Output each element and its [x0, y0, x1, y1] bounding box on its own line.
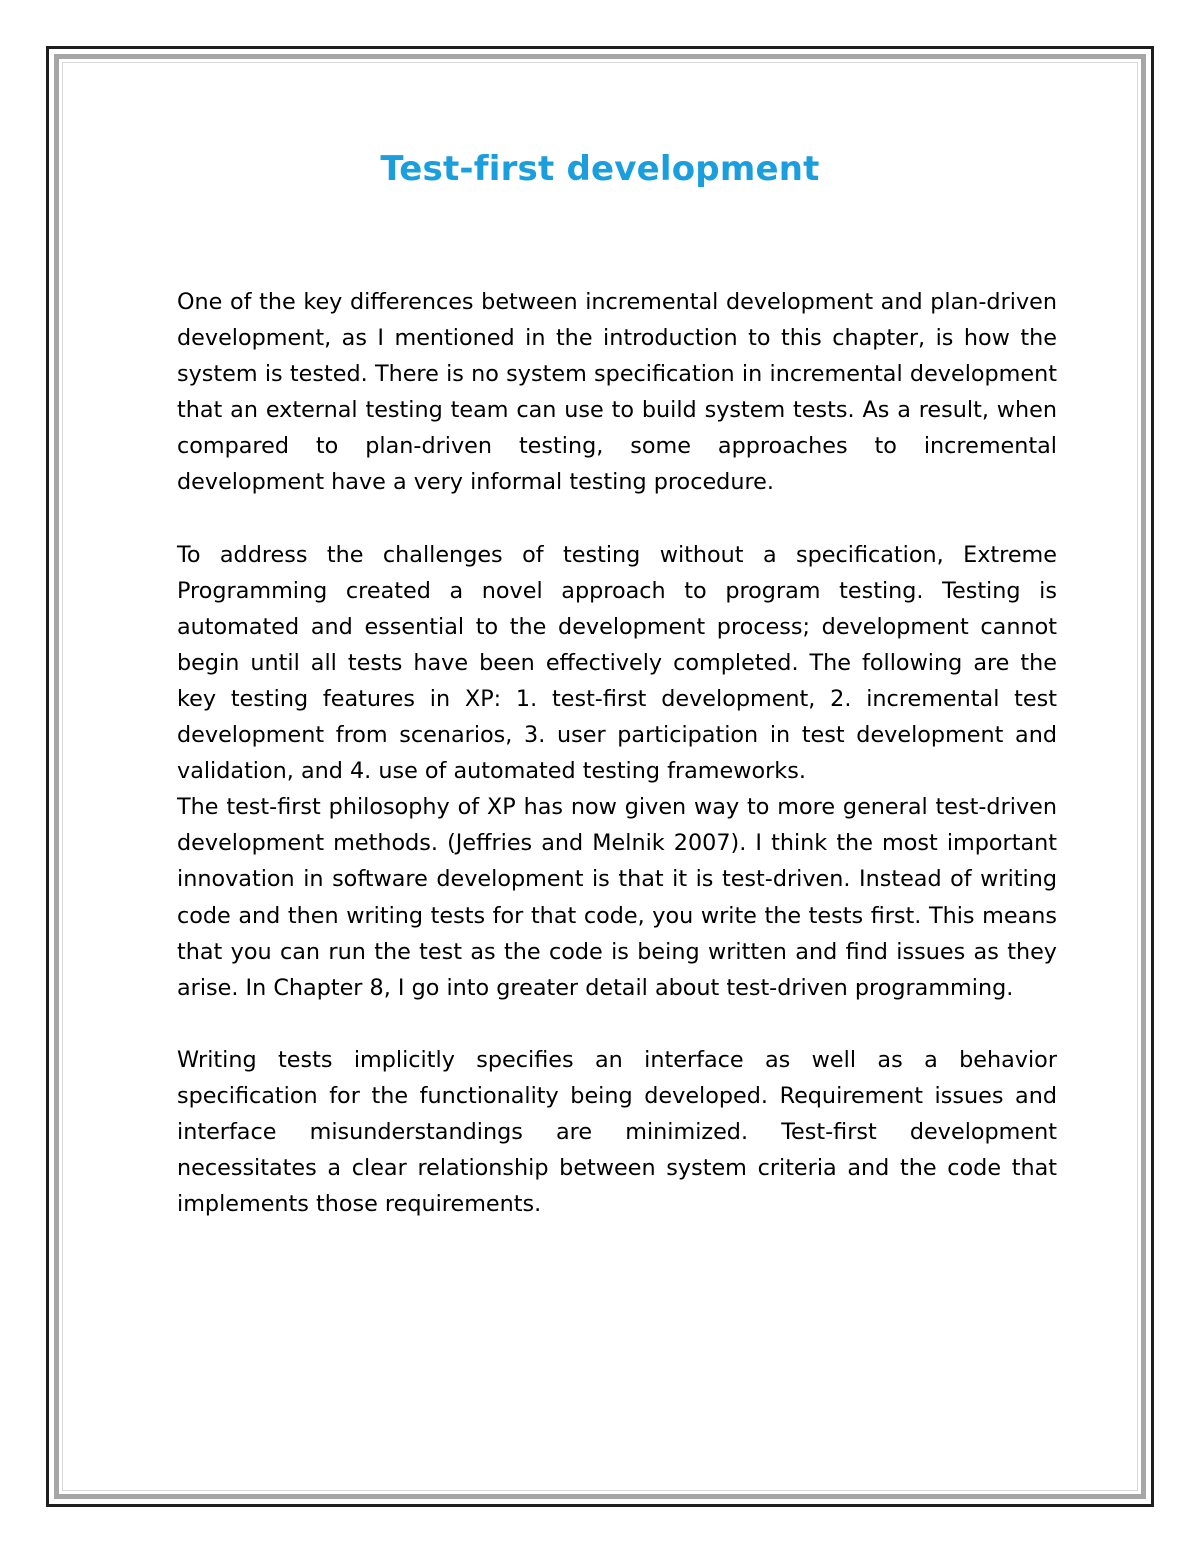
paragraph-interface-spec: Writing tests implicitly specifies an interface as well as a behavior specification for the functionality being developed. Requirement issues and interface misunderstandings are minimized. Test-first development necessitates a clear relationship between system criteria and the code that implements those requirements. [177, 1046, 1057, 1218]
paragraph-intro: One of the key differences between incremental development and plan-driven development, as I mentioned in the introduction to this chapter, is how the system is tested. There is no system specification in incremental development that an external testing team can use to build system tests. As a result, when compared to plan-driven testing, some approaches to incremental development have a very informal testing procedure. [177, 289, 1057, 496]
page-title: Test-first development [380, 149, 820, 189]
paragraph-test-driven: The test-first philosophy of XP has now given way to more general test-driven development methods. (Jeffries and Melnik 2007). I think the most important innovation in software development is that it is test-driven. Instead of writing code and then writing tests for that code, you write the tests first. This means that you can run the test as the code is being written and find issues as they arise. In Chapter 8, I go into greater detail about test-driven programming. [177, 794, 1057, 1001]
paragraph-xp-testing: To address the challenges of testing without a specification, Extreme Programming created a novel approach to program testing. Testing is automated and essential to the development process; development cannot begin until all tests have been effectively completed. The following are the key testing features in XP: 1. test-first development, 2. incremental test development from scenarios, 3. user participation in test development and validation, and 4. use of automated testing frameworks. [177, 541, 1057, 785]
document-body [177, 284, 1057, 1222]
